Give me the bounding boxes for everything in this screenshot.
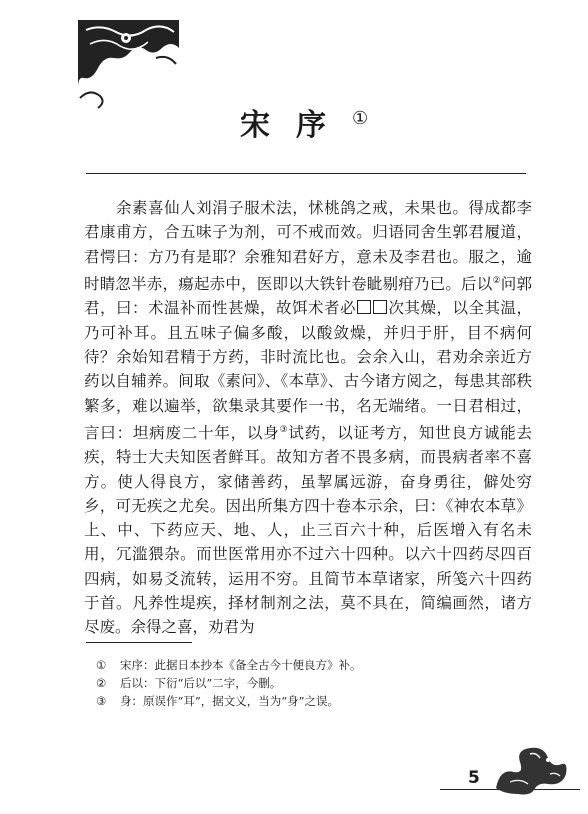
footnote-text: 身：原误作“耳”，据文义，当为“身”之误。 bbox=[120, 694, 340, 708]
footnote-text: 宋序：此据日本抄本《备全古今十便良方》补。 bbox=[120, 658, 362, 672]
footnote-divider bbox=[86, 642, 192, 643]
footnote-text: 后以：下衍“后以”二字，今删。 bbox=[120, 676, 282, 690]
footnote-number: ① bbox=[96, 658, 107, 672]
footnote-mark-3: ③ bbox=[279, 424, 289, 435]
dragon-ornament-icon bbox=[490, 738, 570, 798]
missing-char-box bbox=[357, 300, 371, 314]
title-text: 宋序 bbox=[240, 108, 352, 143]
body-segment-2: 问郭君，曰：术温补而性甚燥，故饵术者必 bbox=[84, 275, 532, 318]
missing-char-box bbox=[373, 300, 387, 314]
footnote-2 bbox=[96, 674, 536, 692]
footnote-3 bbox=[96, 692, 536, 710]
footnote-number: ③ bbox=[96, 694, 107, 708]
footnotes bbox=[96, 656, 536, 710]
footnote-number: ② bbox=[96, 676, 107, 690]
preface-body bbox=[84, 196, 532, 640]
body-segment-4: 试药，以证考方，知世良方诚能去疾，特士大夫知医者鲜耳。故知方者不畏多病，而畏病者率不喜方。使人得良方，家储善药，虽挈属远游，奋身勇往，僻处穷乡，可无疾之尤矣。因出所集方四十卷本示余，曰：《神农本草》上、中、下药应天、地、人，止三百六十种，后医增入有名未用，冗滥猥杂。而世医常用亦不过六十四种。以六十四药尽四百四病，如易爻流转，运用不穷。且简节本草诸家，所笺六十四药于首。凡养性堤疾，择材制剂之法，莫不具在，简编画然，诸方尽废。余得之喜，劝君为 bbox=[84, 423, 532, 637]
top-divider bbox=[86, 173, 526, 174]
body-segment-1: 余素喜仙人刘涓子服术法，怵桃鸽之戒，未果也。得成都李君康甫方，合五味子为剂，可不戒而效。归语同舍生郭君履道，君愕曰：方乃有是耶？余雅知君好方，意未及李君也。服之，逾时睛忽半赤，瘍起赤中，医即以大铁针卷眦剔疳乃已。后以 bbox=[84, 199, 532, 294]
footnote-1 bbox=[96, 656, 536, 674]
title-footnote-mark: ① bbox=[352, 108, 369, 129]
page-title bbox=[240, 100, 368, 144]
footnote-mark-2: ② bbox=[492, 275, 501, 286]
page-number: 5 bbox=[468, 768, 480, 788]
cloud-ornament-icon bbox=[76, 18, 181, 113]
body-paragraph bbox=[84, 196, 532, 640]
body-segment-3: 次其燥，以全其温，乃可补耳。且五味子偏多酸，以酸敛燥，并归于肝，目不病何待？余始知君精于方药，非时流比也。会余入山，君劝余亲近方药以自辅养。间取《素问》、《本草》、古今诸方阅之，每患其部秩繁多，难以遍举，欲集录其要作一书，名无端绪。一日君相过，言曰：坦病废二十年，以身 bbox=[84, 299, 532, 442]
